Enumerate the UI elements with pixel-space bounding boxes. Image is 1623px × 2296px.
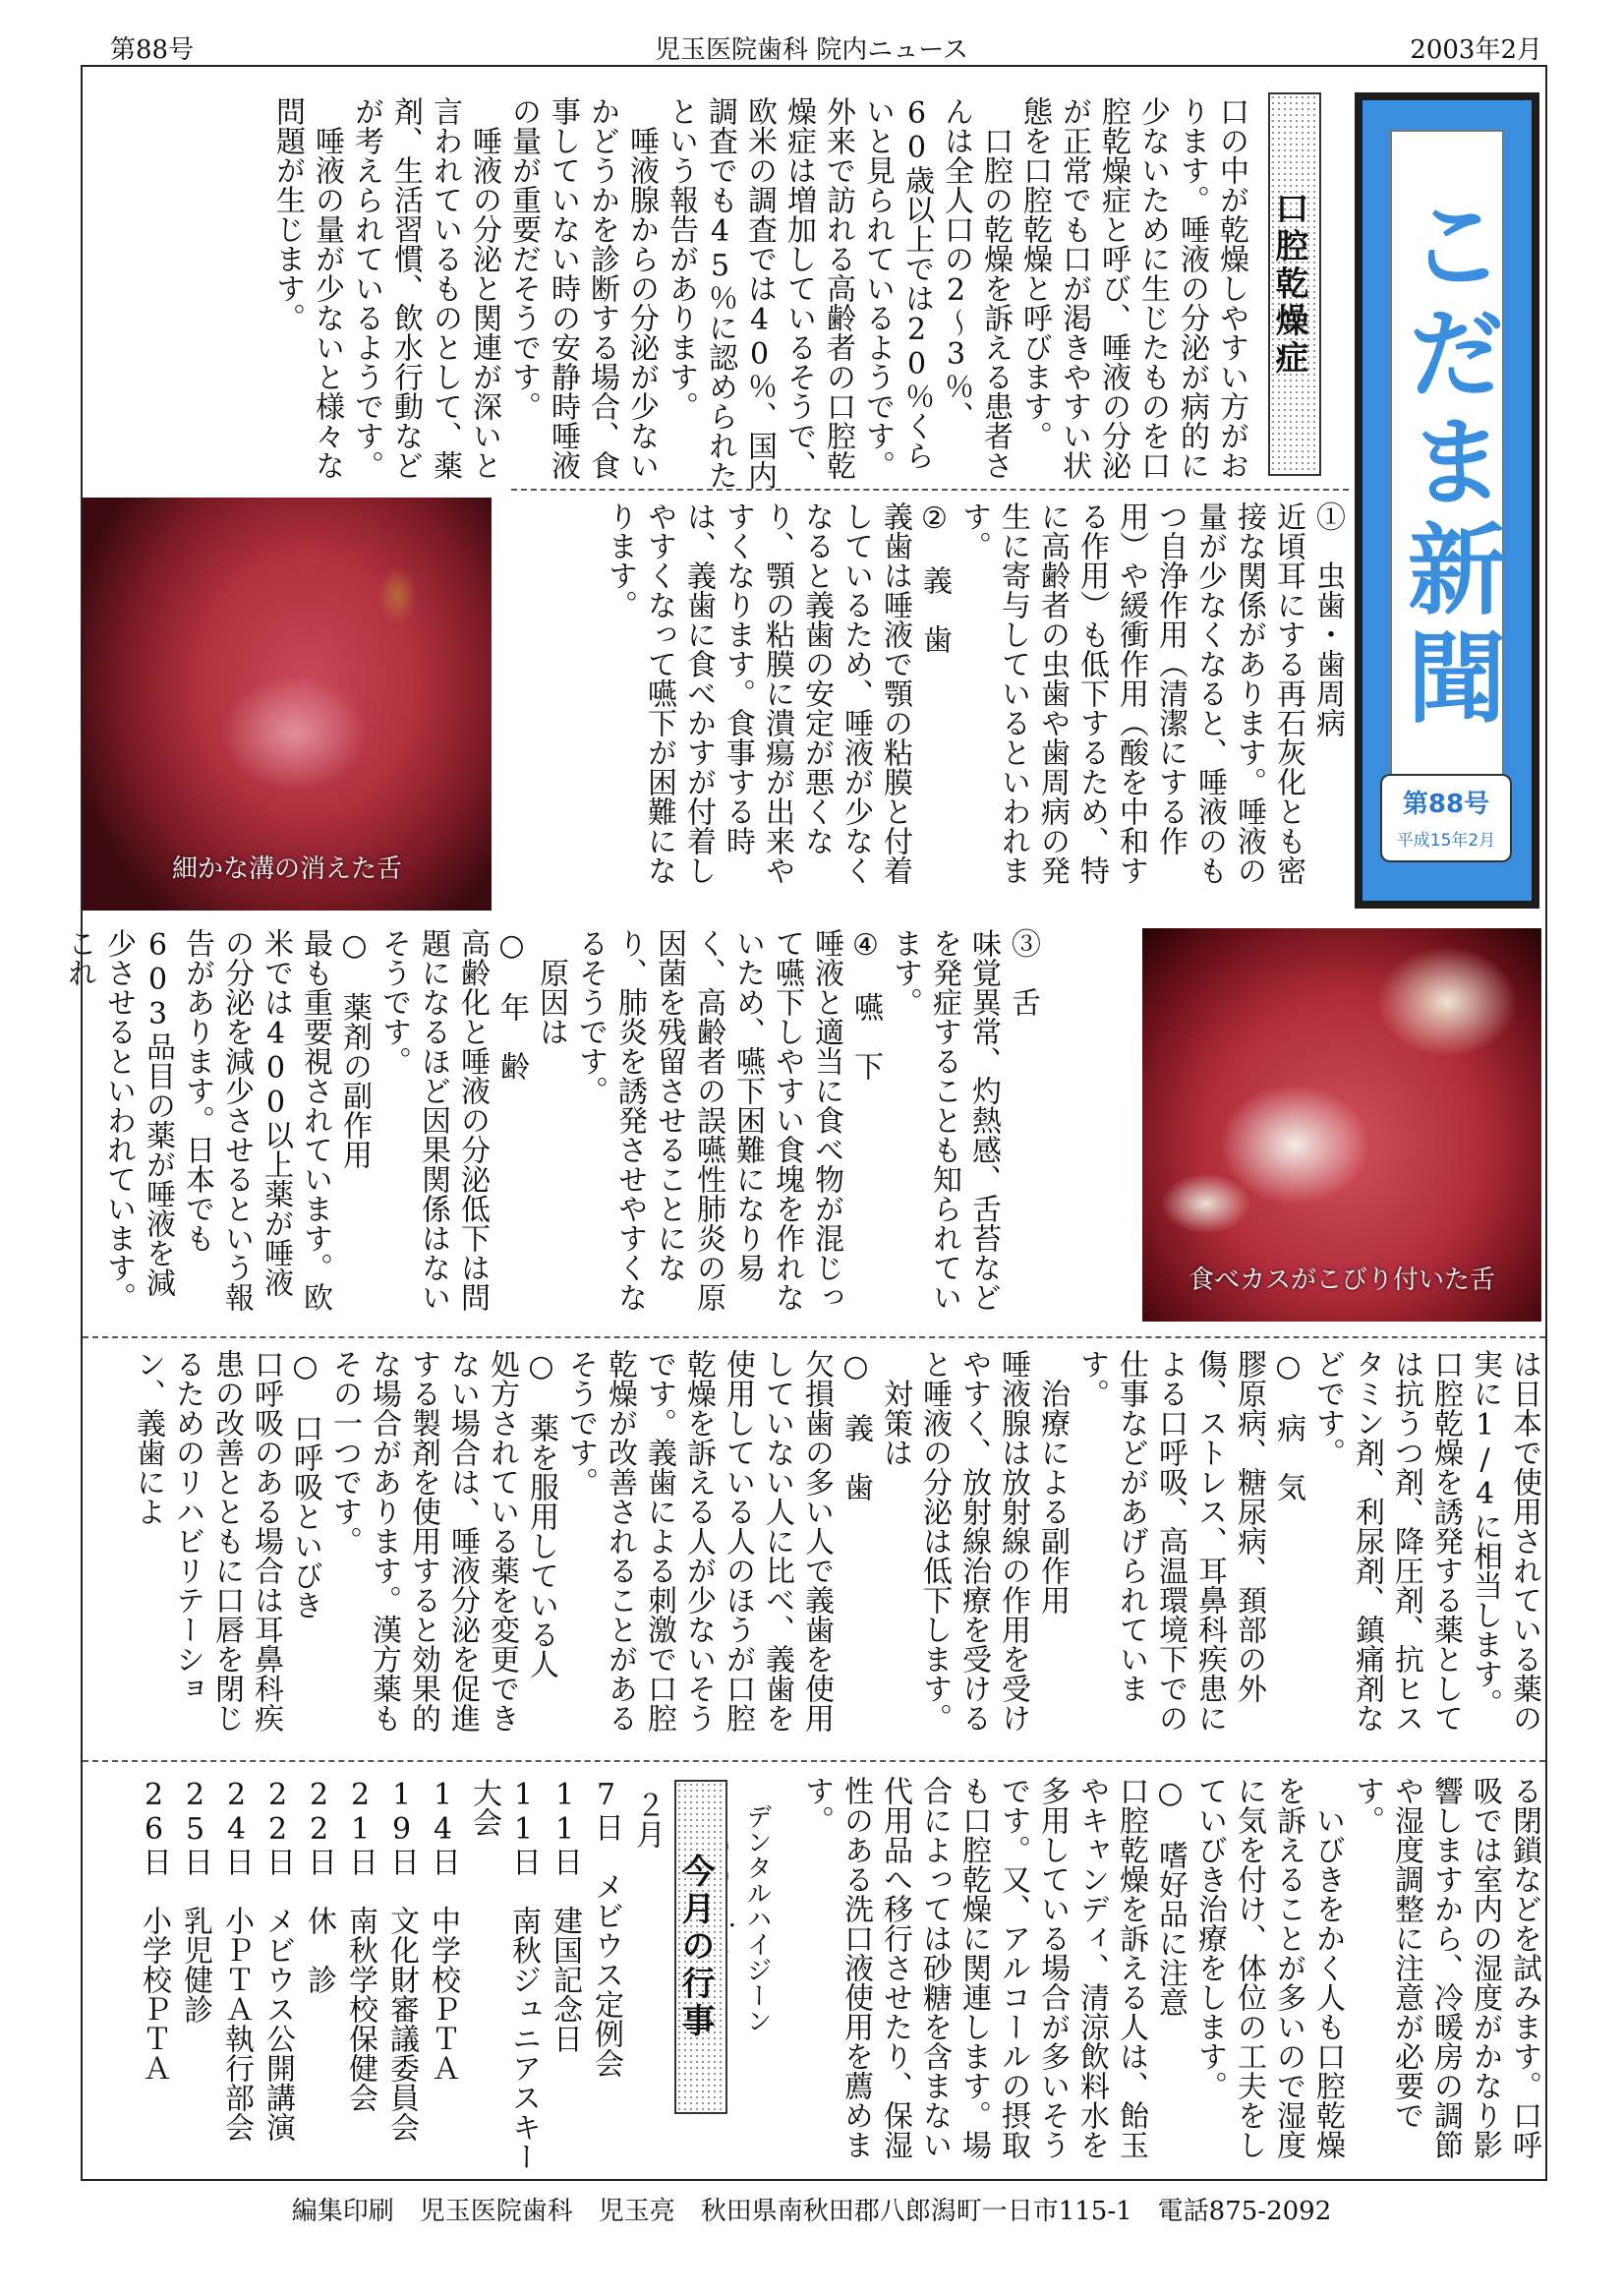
event-item bbox=[216, 1778, 256, 2171]
tongue-highlight bbox=[220, 675, 368, 793]
divider-3 bbox=[83, 1760, 1545, 1762]
event-name: メビウス定例会 bbox=[589, 1871, 623, 2078]
issue-badge bbox=[1380, 774, 1512, 862]
section-title: 口腔乾燥症 bbox=[1268, 92, 1321, 476]
event-item bbox=[381, 1778, 421, 2171]
events-month: ２月 bbox=[630, 1790, 665, 1849]
masthead-title: こだま新聞 bbox=[1390, 130, 1504, 798]
source-credit: デンタルハイジーン bbox=[742, 1803, 772, 2033]
event-name: 南秋学校保健会 bbox=[343, 1906, 377, 2112]
issue-number: 第88号 bbox=[110, 35, 195, 65]
debris-photo-caption: 食べカスがこびり付いた舌 bbox=[1188, 1266, 1495, 1295]
event-day: 22日 bbox=[302, 1778, 336, 1876]
food-debris-tongue-photo bbox=[1142, 928, 1541, 1322]
event-item bbox=[586, 1778, 625, 2171]
event-day: 26日 bbox=[137, 1778, 171, 1876]
snoring-preference-text: る閉鎖などを試みます。口呼吸では室内の湿度がかなり影響しますから、冷暖房の調節や湿度調整に注意が必要です。 いびきをかく人も口腔乾燥を訴えることが多いので湿度に気を付け、体位の工夫をしていびき治療をします。 ○ 嗜好品に注意 口腔乾燥を訴える人は、飴玉やキャンディ、清涼飲料水を多用している場合が多いそうです。又、アルコールの摂取も口腔乾燥に関連します。場合によっては砂糖を含まない代用品へ移行させたり、保湿性のある洗口液使用を薦めます。 bbox=[799, 1776, 1541, 2159]
event-item bbox=[423, 1778, 462, 2171]
events-list bbox=[137, 1778, 625, 2171]
event-item bbox=[545, 1778, 584, 2171]
divider-2 bbox=[83, 1336, 1545, 1338]
tongue-spot bbox=[377, 566, 417, 625]
newsletter-title: 児玉医院歯科 院内ニュース bbox=[655, 35, 968, 65]
event-day: 24日 bbox=[219, 1778, 254, 1876]
event-name: 建国記念日 bbox=[548, 1906, 582, 2053]
event-name: メビウス公開講演 bbox=[261, 1906, 295, 2142]
event-name: 乳児健診 bbox=[178, 1906, 212, 2024]
caries-denture-text: ① 虫歯・歯周病 近頃耳にする再石灰化とも密接な関係があります。唾液の量が少なくなると、唾液のもつ自浄作用（清潔にする作用）や緩衝作用（酸を中和する作用）も低下するため、特に高齢者の虫歯や歯周病の発生に寄与しているといわれます。 ② 義 歯 義歯は唾液で顎の粘膜と付着しているため、唾液が少なくなると義歯の安定が悪くなり、顎の粘膜に潰瘍が出来やすくなります。食事する時は、義歯に食べかすが付着しやすくなって嚥下が困難になります。 bbox=[603, 501, 1345, 885]
event-item bbox=[299, 1778, 338, 2171]
divider-1 bbox=[511, 489, 1349, 491]
event-day: 25日 bbox=[178, 1778, 212, 1876]
event-name: 中学校ＰＴＡ bbox=[426, 1906, 460, 2083]
event-name: 南秋ジュニアスキー大会 bbox=[467, 1778, 541, 2171]
event-name: 小ＰＴＡ執行部会 bbox=[219, 1906, 254, 2142]
event-day: 21日 bbox=[343, 1778, 377, 1876]
issue-badge-number: 第88号 bbox=[1402, 790, 1490, 819]
masthead bbox=[1355, 92, 1539, 909]
event-day: 7日 bbox=[589, 1778, 623, 1842]
event-item bbox=[340, 1778, 379, 2171]
event-day: 22日 bbox=[261, 1778, 295, 1876]
event-day: 11日 bbox=[506, 1778, 541, 1876]
tongue-photo-caption: 細かな溝の消えた舌 bbox=[171, 854, 402, 884]
issue-date: 2003年2月 bbox=[1410, 35, 1542, 65]
debris-patch-2 bbox=[1378, 948, 1516, 1056]
smooth-tongue-photo bbox=[83, 498, 492, 911]
masthead-panel bbox=[1362, 100, 1532, 901]
events-title: 今月の行事 bbox=[674, 1780, 727, 2114]
footer-credits: 編集印刷 児玉医院歯科 児玉亮 秋田県南秋田郡八郎潟町一日市115-1 電話875-2092 bbox=[291, 2197, 1332, 2226]
event-item bbox=[175, 1778, 214, 2171]
tongue-swallow-text: ③ 舌 味覚異常、灼熱感、舌苔などを発症することも知られています。 ④ 嚥 下 唾液と適当に食べ物が混じって嚥下しやすい食塊を作れないため、嚥下困難になり易く、高齢者の誤嚥性肺炎の原因菌を残留させることになり、肺炎を誘発させやすくなるそうです。 原因は ○ 年 齢 高齢化と唾液の分泌低下は問題になるほど因果関係はないそうです。 ○ 薬剤の副作用 最も重要視されています。欧米では400以上薬が唾液の分泌を減少させるという報告があります。日本でも603品目の薬が唾液を減少させるといわれています。これ bbox=[62, 928, 1040, 1312]
event-day: 11日 bbox=[548, 1778, 582, 1876]
intro-text: 口の中が乾燥しやすい方がおります。唾液の分泌が病的に少ないために生じたものを口腔乾燥症と呼び、唾液の分泌が正常でも口が渇きやすい状態を口腔乾燥と呼びます。 口腔の乾燥を訴える患者さんは全人口の2～3％、60歳以上では20％くらいと見られているようです。外来で訪れる高齢者の口腔乾燥症は増加しているそうで、欧米の調査では40％、国内調査でも45％に認められたという報告があります。 唾液腺からの分泌が少ないかどうかを診断する場合、食事していない時の安静時唾液の量が重要だそうです。 唾液の分泌と関連が深いと言われているものとして、薬剤、生活習慣、飲水行動などが考えられているようです。 唾液の量が少ないと様々な問題が生じます。 bbox=[270, 96, 1248, 490]
event-day: 19日 bbox=[384, 1778, 419, 1876]
event-item bbox=[258, 1778, 297, 2171]
event-name: 文化財審議委員会 bbox=[384, 1906, 419, 2142]
event-name: 小学校ＰＴＡ bbox=[137, 1906, 171, 2083]
event-day: 14日 bbox=[426, 1778, 460, 1876]
debris-patch-3 bbox=[1162, 1174, 1250, 1233]
event-item bbox=[464, 1778, 543, 2171]
event-name: 休 診 bbox=[302, 1906, 336, 1994]
issue-badge-date: 平成15年2月 bbox=[1396, 831, 1496, 851]
event-item bbox=[134, 1778, 173, 2171]
drugs-disease-countermeasure-text: は日本で使用されている薬の実に1/4に相当します。口腔乾燥を誘発する薬としては抗うつ剤、降圧剤、抗ヒスタミン剤、利尿剤、鎮痛剤などです。 ○ 病 気 膠原病、糖尿病、頚部の外傷、ストレス、耳鼻科疾患による口呼吸、高温環境下での仕事などがあげられています。 治療による副作用 唾液腺は放射線の作用を受けやすく、放射線治療を受けると唾液の分泌は低下します。 対策は ○ 義 歯 欠損歯の多い人で義歯を使用していない人に比べ、義歯を使用している人のほうが口腔乾燥を訴える人が少ないそうです。義歯による刺激で口腔乾燥が改善されることがあるそうです。 ○ 薬を服用している人 処方されている薬を変更できない場合は、唾液分泌を促進する製剤を使用すると効果的な場合があります。漢方薬もその一つです。 ○ 口呼吸といびき 口呼吸のある場合は耳鼻科疾患の改善とともに口唇を閉じるためのリハビリテーション、義歯によ bbox=[131, 1349, 1541, 1733]
